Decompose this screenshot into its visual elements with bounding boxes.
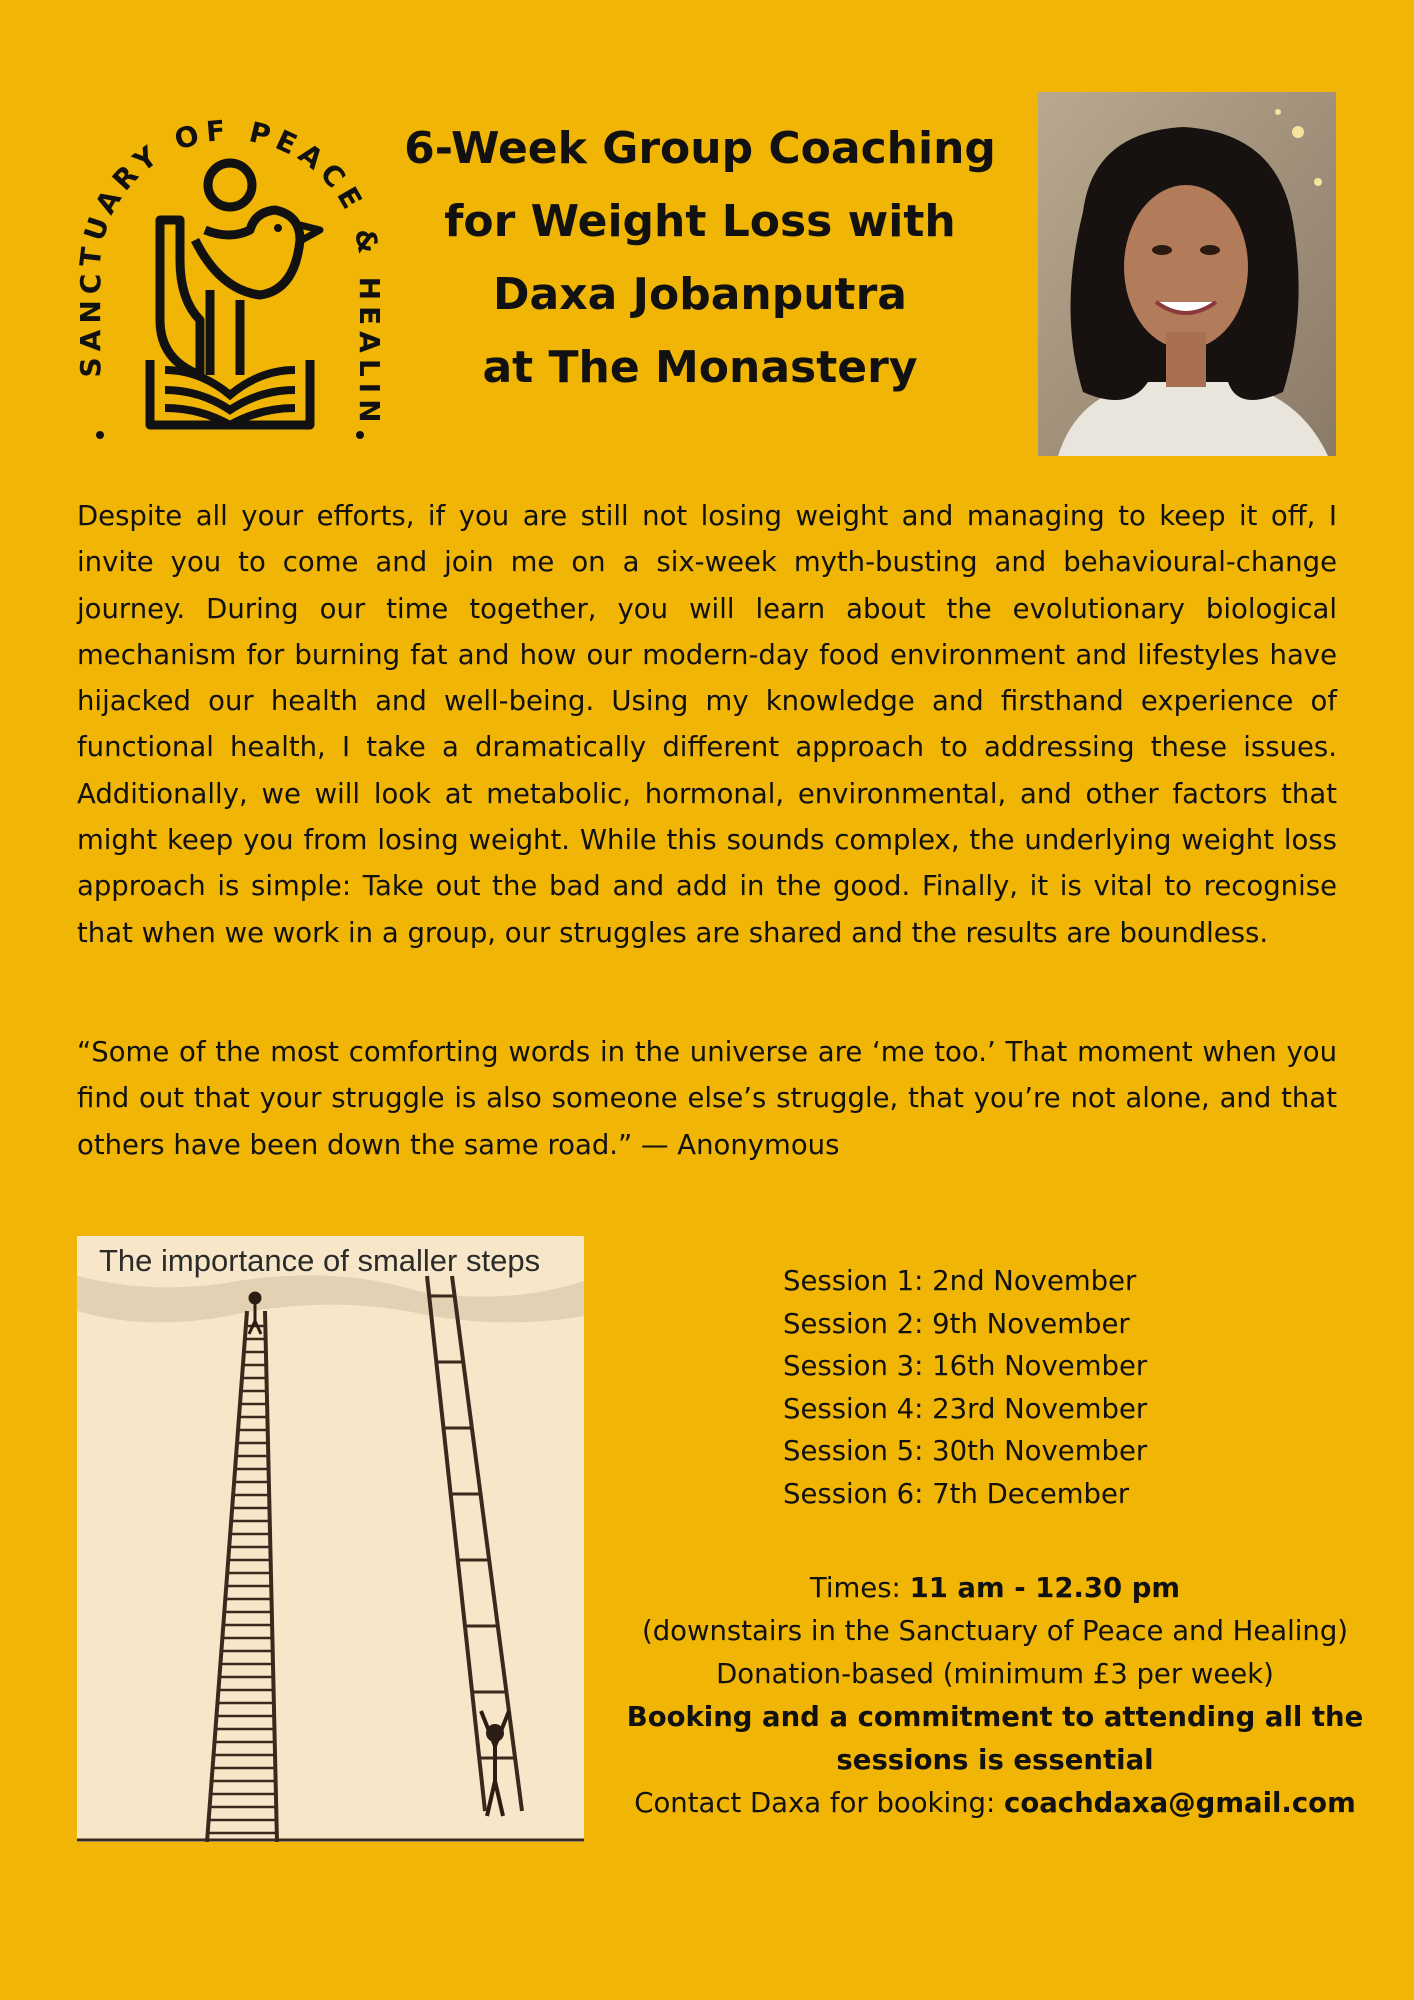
times-line [620, 1567, 1370, 1610]
contact-line [620, 1782, 1370, 1825]
times-label: Times: [809, 1572, 910, 1604]
svg-text:SANCTUARY OF PEACE & HEALING [70, 90, 386, 429]
ladder-illustration [77, 1236, 584, 1842]
booking-line-2: sessions is essential [836, 1744, 1154, 1776]
session-item: Session 3: 16th November [783, 1350, 1148, 1383]
intro-paragraph: Despite all your efforts, if you are still not losing weight and managing to keep it off, I invite you to come and join me on a six-week myth-busting and behavioural-change journey. During our time together, you will learn about the evolutionary biological mechanism for burning fat and how our modern-day food environment and lifestyles have hijacked our health and well-being. Using my knowledge and firsthand experience of functional health, I take a dramatically different approach to addressing these issues. Additionally, we will look at metabolic, hormonal, environmental, and other factors that might keep you from losing weight. While this sounds complex, the underlying weight loss approach is simple: Take out the bad and add in the good. Finally, it is vital to recognise that when we work in a group, our struggles are shared and the results are boundless. [77, 500, 1337, 949]
sanctuary-logo [70, 90, 390, 450]
event-details [620, 1567, 1370, 1825]
session-item: Session 4: 23rd November [783, 1392, 1148, 1425]
contact-label: Contact Daxa for booking: [634, 1787, 1005, 1819]
logo-arc-text: SANCTUARY OF PEACE & HEALIN [73, 113, 387, 429]
donation-line: Donation-based (minimum £3 per week) [716, 1658, 1274, 1690]
session-item: Session 2: 9th November [783, 1307, 1130, 1340]
title-line-4: at The Monastery [482, 342, 918, 393]
title-line-3: Daxa Jobanputra [493, 269, 907, 320]
coach-portrait-photo [1038, 92, 1336, 456]
session-list [783, 1260, 1147, 1516]
quote-paragraph: “Some of the most comforting words in the universe are ‘me too.’ That moment when you find out that your struggle is also someone else’s struggle, that you’re not alone, and that others have been down the same road.” — Anonymous [77, 1036, 1337, 1161]
session-item: Session 5: 30th November [783, 1435, 1148, 1468]
ladder-caption: The importance of smaller steps [99, 1243, 541, 1278]
session-item: Session 1: 2nd November [783, 1265, 1137, 1297]
title-line-2: for Weight Loss with [444, 196, 956, 247]
dove-book-icon [70, 90, 390, 450]
booking-line-1: Booking and a commitment to attending all the [626, 1701, 1364, 1733]
location-line: (downstairs in the Sanctuary of Peace and Healing) [641, 1615, 1349, 1647]
contact-email-link[interactable]: coachdaxa@gmail.com [1004, 1787, 1356, 1819]
session-item: Session 6: 7th December [783, 1477, 1130, 1510]
page-title [400, 112, 1000, 404]
title-line-1: 6-Week Group Coaching [404, 123, 996, 174]
times-value: 11 am - 12.30 pm [909, 1572, 1181, 1604]
